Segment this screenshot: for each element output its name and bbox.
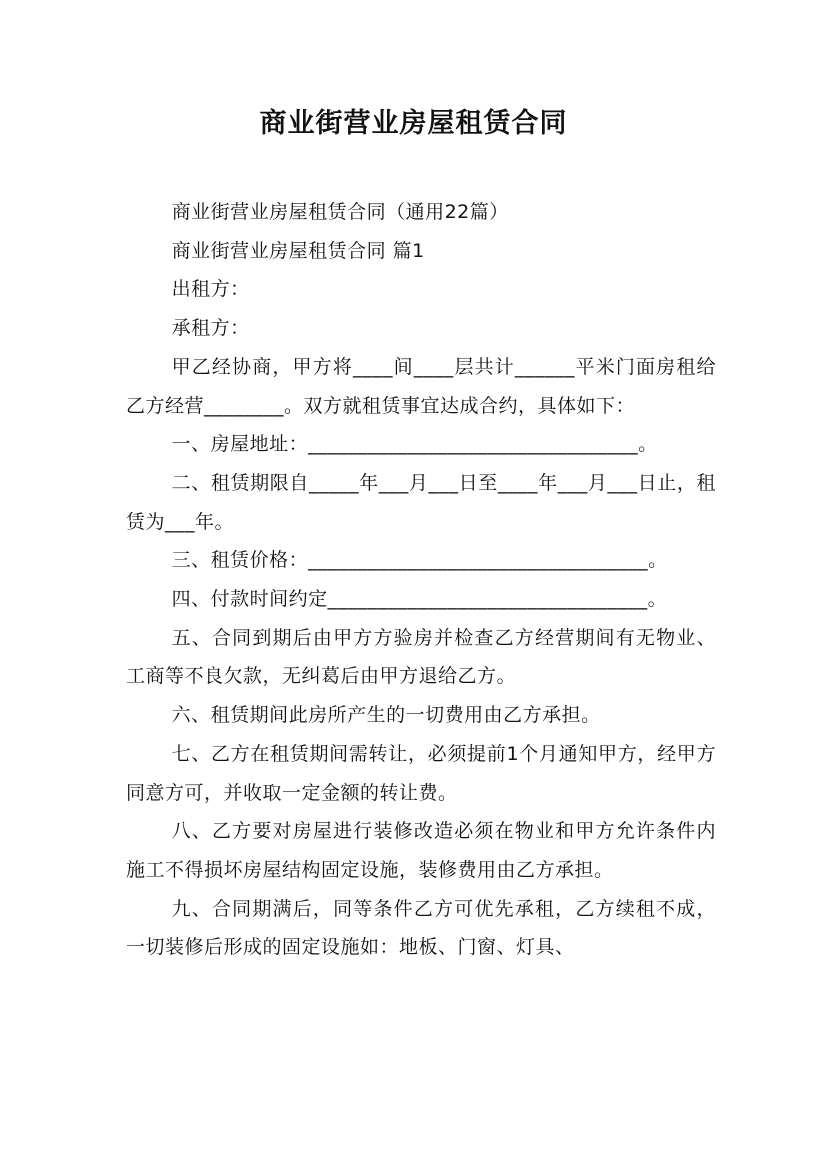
paragraph-lessor: 出租方： — [171, 278, 250, 301]
paragraph-clause-3: 三、租赁价格：__________________________________。 — [171, 549, 668, 572]
paragraph-clause-1: 一、房屋地址：_________________________________。 — [171, 433, 658, 456]
paragraph-lessee: 承租方： — [171, 317, 250, 340]
document-body — [126, 193, 716, 967]
paragraph-clause-6: 六、租赁期间此房所产生的一切费用由乙方承担。 — [171, 704, 601, 727]
paragraph-clause-9: 九、合同期满后，同等条件乙方可优先承租，乙方续租不成，一切装修后形成的固定设施如：地板、门窗、灯具、 — [126, 897, 716, 959]
document-title: 商业街营业房屋租赁合同 — [259, 108, 568, 139]
paragraph-intro: 甲乙经协商，甲方将____间____层共计______平米门面房租给乙方经营________。双方就租赁事宜达成合约，具体如下： — [126, 355, 716, 417]
paragraph-section-heading: 商业街营业房屋租赁合同 篇1 — [171, 239, 425, 262]
paragraph-clause-2: 二、租赁期限自_____年___月___日至____年___月___日止，租赁为___年。 — [126, 471, 716, 533]
paragraph-clause-7: 七、乙方在租赁期间需转让，必须提前1个月通知甲方，经甲方同意方可，并收取一定金额的转让费。 — [126, 742, 716, 804]
paragraph-clause-5: 五、合同到期后由甲方方验房并检查乙方经营期间有无物业、工商等不良欠款，无纠葛后由甲方退给乙方。 — [126, 626, 716, 688]
paragraph-clause-8: 八、乙方要对房屋进行装修改造必须在物业和甲方允许条件内施工不得损坏房屋结构固定设施，装修费用由乙方承担。 — [126, 820, 716, 881]
paragraph-subtitle: 商业街营业房屋租赁合同（通用22篇） — [171, 201, 509, 223]
paragraph-clause-4: 四、付款时间约定________________________________。 — [171, 588, 668, 611]
